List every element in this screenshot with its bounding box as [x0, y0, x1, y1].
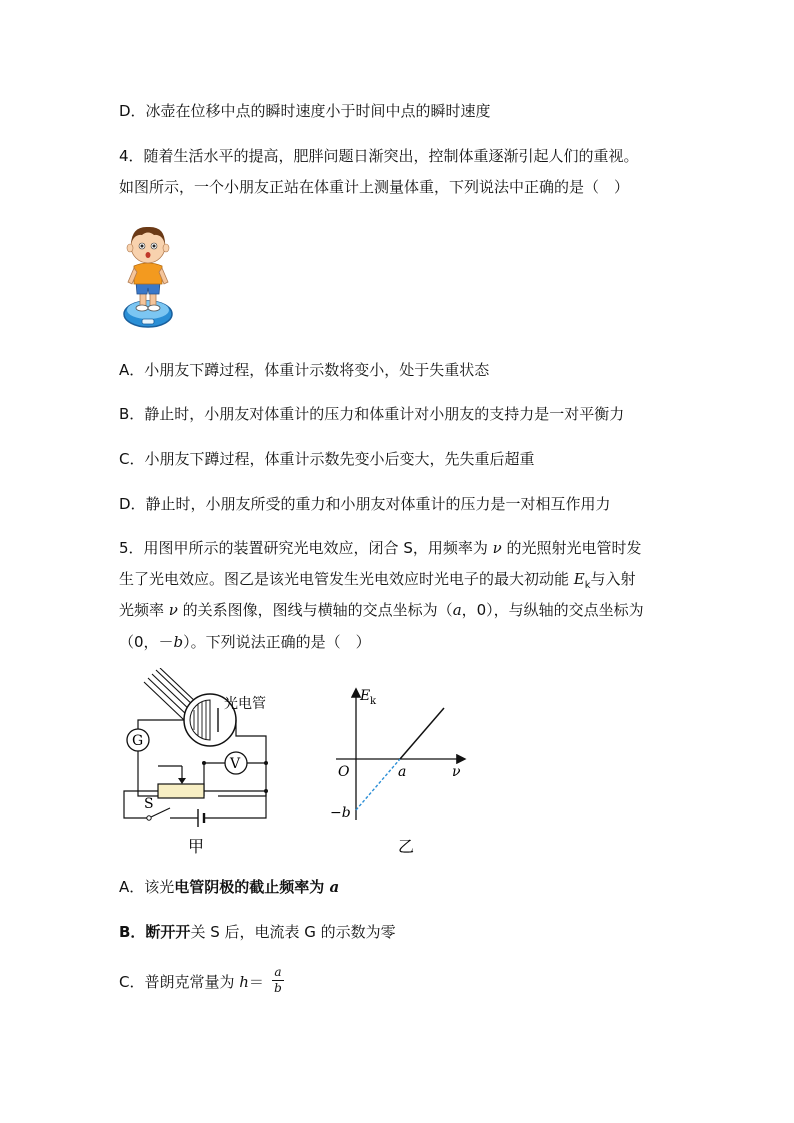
x-intercept-label: a: [398, 764, 407, 780]
a-symbol: a: [329, 878, 340, 896]
option-text: A．小朋友下蹲过程，体重计示数将变小，处于失重状态: [119, 361, 490, 379]
stem-text: 4．随着生活水平的提高，肥胖问题日渐突出，控制体重逐渐引起人们的重视。: [119, 147, 639, 165]
energy-symbol: E: [573, 570, 585, 588]
option-text: 关 S 后，电流表 G 的示数为零: [190, 923, 396, 941]
b-symbol: b: [173, 633, 184, 651]
stem-text: ）。下列说法正确的是（ ）: [183, 633, 371, 651]
option-text: D．冰壶在位移中点的瞬时速度小于时间中点的瞬时速度: [119, 102, 491, 120]
origin-label: O: [338, 764, 350, 780]
question-3-option-d: [119, 101, 491, 121]
fraction-denominator: b: [274, 981, 282, 995]
y-axis-subscript: k: [370, 696, 377, 707]
stem-text: 5．用图甲所示的装置研究光电效应，闭合 S，用频率为: [119, 539, 493, 557]
option-text: D．静止时，小朋友所受的重力和小朋友对体重计的压力是一对相互作用力: [119, 495, 611, 513]
switch-label: S: [144, 796, 154, 812]
question-4-stem-line-1: [119, 146, 639, 166]
question-5-stem-line-3: [119, 600, 644, 620]
stem-text: 如图所示，一个小朋友正站在体重计上测量体重，下列说法中正确的是（ ）: [119, 178, 630, 196]
stem-text: （0，－: [119, 633, 174, 651]
stem-text: 光频率: [119, 601, 169, 619]
stem-text: 与入射: [590, 570, 636, 588]
y-intercept-label: −b: [330, 805, 351, 821]
stem-text: 生了光电效应。图乙是该光电管发生光电效应时光电子的最大初动能: [119, 570, 574, 588]
voltmeter-label: V: [230, 756, 241, 772]
question-4-option-b: [119, 404, 624, 424]
rheostat: [158, 784, 204, 798]
figure-jia-caption: 甲: [188, 837, 205, 856]
fraction-a-over-b: [272, 966, 284, 995]
x-axis-label: ν: [452, 764, 461, 780]
question-5-option-b: [119, 922, 396, 942]
frequency-symbol: ν: [168, 601, 178, 619]
frequency-symbol: ν: [492, 539, 502, 557]
galvanometer-label: G: [132, 733, 144, 749]
stem-text: 的光照射光电管时发: [501, 539, 642, 557]
figure-jia-circuit: [118, 668, 288, 858]
h-symbol: h: [239, 973, 249, 991]
tube-label: 光电管: [224, 696, 266, 712]
switch: [151, 808, 170, 817]
stem-text: ，0），与纵轴的交点坐标为: [461, 601, 644, 619]
fraction-numerator: a: [274, 965, 282, 979]
option-text-bold: 电管阴极的截止频率为: [174, 878, 330, 896]
extrapolated-line: [356, 759, 400, 810]
option-text: A．该光: [119, 878, 175, 896]
stem-text: 的关系图像，图线与横轴的交点坐标为（: [177, 601, 453, 619]
option-text-bold: B．断开开: [119, 923, 191, 941]
question-5-stem-line-2: [119, 569, 636, 596]
figure-yi-graph: [320, 680, 480, 860]
question-4-option-a: [119, 360, 489, 380]
equals-sign: ＝: [248, 973, 264, 991]
boy-on-scale-illustration: [118, 222, 178, 334]
question-5-stem-line-4: [119, 632, 371, 652]
y-axis-label: E: [360, 688, 371, 704]
question-4-option-d: [119, 494, 611, 514]
option-text: B．静止时，小朋友对体重计的压力和体重计对小朋友的支持力是一对平衡力: [119, 405, 625, 423]
question-5-stem-line-1: [119, 538, 642, 558]
figure-yi-caption: 乙: [398, 837, 415, 856]
option-text: C．普朗克常量为: [119, 973, 240, 991]
question-5-option-c: [119, 972, 264, 992]
a-symbol: a: [452, 601, 462, 619]
question-5-option-a: [119, 877, 339, 897]
ek-line: [400, 708, 444, 759]
option-text: C．小朋友下蹲过程，体重计示数先变小后变大，先失重后超重: [119, 450, 535, 468]
question-4-option-c: [119, 449, 534, 469]
energy-subscript: k: [584, 580, 591, 591]
question-4-stem-line-2: [119, 177, 629, 197]
